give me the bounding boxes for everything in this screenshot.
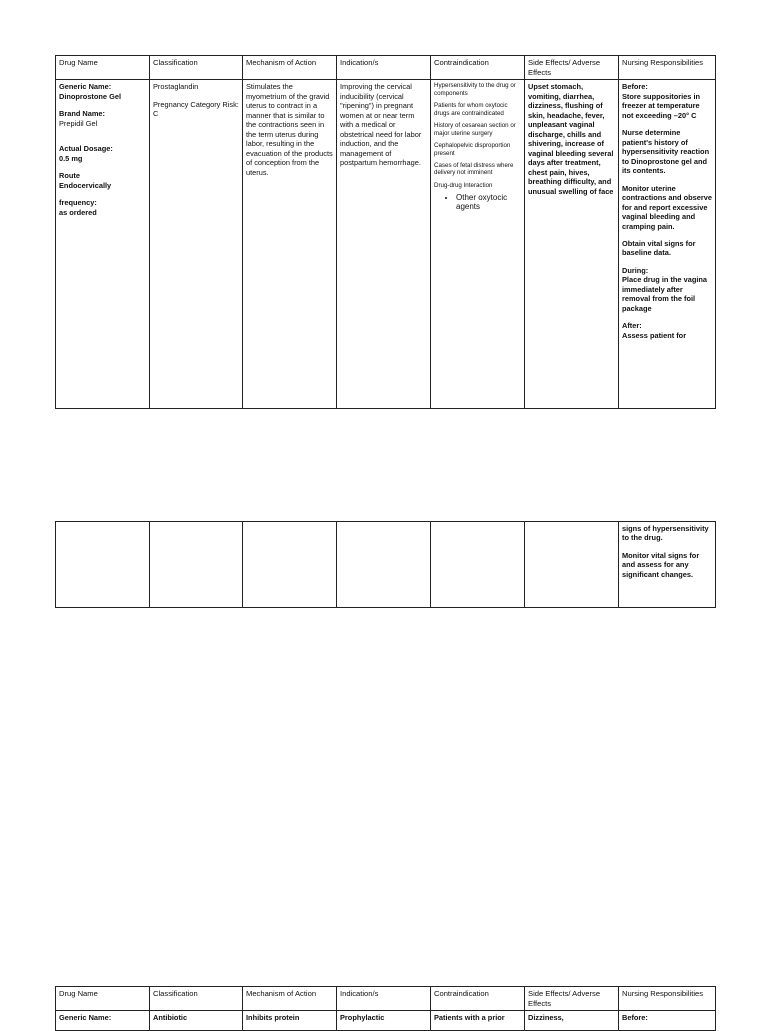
- indication-cell: [337, 80, 431, 409]
- contra-item: Patients for whom oxytocic drugs are contraindicated: [434, 102, 508, 117]
- table-header-row: [56, 56, 716, 80]
- header-side-effects: Side Effects/ Adverse Effects: [525, 56, 619, 80]
- drug-table-1: [55, 55, 716, 409]
- route-label: Route: [59, 171, 80, 181]
- empty-cell: [525, 522, 619, 608]
- header-contraindication: Contraindication: [431, 56, 525, 80]
- table-row: [56, 1011, 716, 1031]
- header-indications: Indication/s: [337, 56, 431, 80]
- table-row: [56, 522, 716, 608]
- interaction-heading: Drug-drug Interaction: [434, 181, 493, 189]
- classification-value: Prostaglandin: [153, 82, 199, 92]
- brand-value: Prepidil Gel: [59, 118, 98, 128]
- before-item: Monitor uterine contractions and observe for and report excessive vaginal bleeding and cramping pain.: [622, 183, 712, 231]
- after-label: After:: [622, 321, 642, 331]
- side-effects-text: Upset stomach, vomiting, diarrhea, dizziness, flushing of skin, headache, fever, unpleasant vaginal discharge, chills and shivering, increase of vaginal bleeding several days after treatment, chest pain, hives, breathing difficulty, and unusual swelling of face: [528, 82, 614, 196]
- empty-cell: [56, 522, 150, 608]
- table-header-row: [56, 987, 716, 1011]
- drug-name-cell: [56, 80, 150, 409]
- contra-item: Hypersensitivity to the drug or components: [434, 82, 516, 97]
- before-label: Before:: [622, 82, 648, 92]
- frequency-label: frequency:: [59, 198, 97, 208]
- header-mechanism: Mechanism of Action: [243, 987, 337, 1011]
- dosage-label: Actual Dosage:: [59, 144, 113, 154]
- header-drug-name: Drug Name: [56, 56, 150, 80]
- header-side-effects: Side Effects/ Adverse Effects: [525, 987, 619, 1011]
- before-item: Store suppositories in freezer at temperature not exceeding –20° C: [622, 91, 701, 120]
- pregnancy-category: Pregnancy Category Risk: C: [153, 99, 239, 119]
- before-label: Before:: [619, 1011, 716, 1031]
- mechanism-cell: [243, 80, 337, 409]
- classification-value: Antibiotic: [150, 1011, 243, 1031]
- route-value: Endocervically: [59, 180, 112, 190]
- header-mechanism: Mechanism of Action: [243, 56, 337, 80]
- empty-cell: [431, 522, 525, 608]
- indication-text: Prophylactic: [337, 1011, 431, 1031]
- table-row: [56, 80, 716, 409]
- after-continued: signs of hypersensitivity to the drug.: [622, 524, 709, 543]
- empty-cell: [243, 522, 337, 608]
- side-effects-cell: [525, 80, 619, 409]
- after-item: Monitor vital signs for and assess for any significant changes.: [622, 550, 700, 579]
- empty-cell: [150, 522, 243, 608]
- header-nursing: Nursing Responsibilities: [619, 987, 716, 1011]
- interaction-item: • Other oxytocic agents: [456, 193, 521, 211]
- nursing-cell: [619, 80, 716, 409]
- contra-item: History of cesarean section or major uterine surgery: [434, 122, 516, 137]
- drug-table-2: [55, 986, 716, 1031]
- mechanism-text: Stimulates the myometrium of the gravid uterus to contract in a manner that is similar to the contractions seen in the term uterus during labor, resulting in the evacuation of the products of conception from the uterus.: [246, 82, 333, 177]
- contra-item: Cephalopelvic disproportion present: [434, 142, 511, 157]
- contraindication-cell: [431, 80, 525, 409]
- dosage-value: 0.5 mg: [59, 153, 83, 163]
- nursing-continuation-cell: [619, 522, 716, 608]
- frequency-value: as ordered: [59, 207, 97, 217]
- indication-text: Improving the cervical inducibility (cervical "ripening") in pregnant women at or near term with a medical or obstetrical need for labor induction, and the management of postpartum hemorrhage.: [340, 82, 422, 168]
- before-item: Obtain vital signs for baseline data.: [622, 239, 696, 258]
- during-label: During:: [622, 265, 649, 275]
- before-item: Nurse determine patient's history of hypersensitivity reaction to Dinoprostone gel and its contents.: [622, 128, 710, 176]
- during-item: Place drug in the vagina immediately after removal from the foil package: [622, 275, 708, 313]
- generic-label: Generic Name:: [59, 82, 112, 92]
- header-drug-name: Drug Name: [56, 987, 150, 1011]
- header-nursing: Nursing Responsibilities: [619, 56, 716, 80]
- contra-item: Cases of fetal distress where delivery not imminent: [434, 161, 514, 177]
- interaction-list: [434, 193, 521, 211]
- mechanism-text: Inhibits protein: [243, 1011, 337, 1031]
- generic-value: Dinoprostone Gel: [59, 91, 122, 101]
- generic-label: Generic Name:: [56, 1011, 150, 1031]
- header-classification: Classification: [150, 56, 243, 80]
- header-indications: Indication/s: [337, 987, 431, 1011]
- brand-label: Brand Name:: [59, 109, 105, 119]
- header-classification: Classification: [150, 987, 243, 1011]
- classification-cell: [150, 80, 243, 409]
- contraindication-text: Patients with a prior: [431, 1011, 525, 1031]
- header-contraindication: Contraindication: [431, 987, 525, 1011]
- after-item: Assess patient for: [622, 330, 687, 340]
- empty-cell: [337, 522, 431, 608]
- side-effects-text: Dizziness,: [525, 1011, 619, 1031]
- drug-table-continuation: [55, 521, 716, 608]
